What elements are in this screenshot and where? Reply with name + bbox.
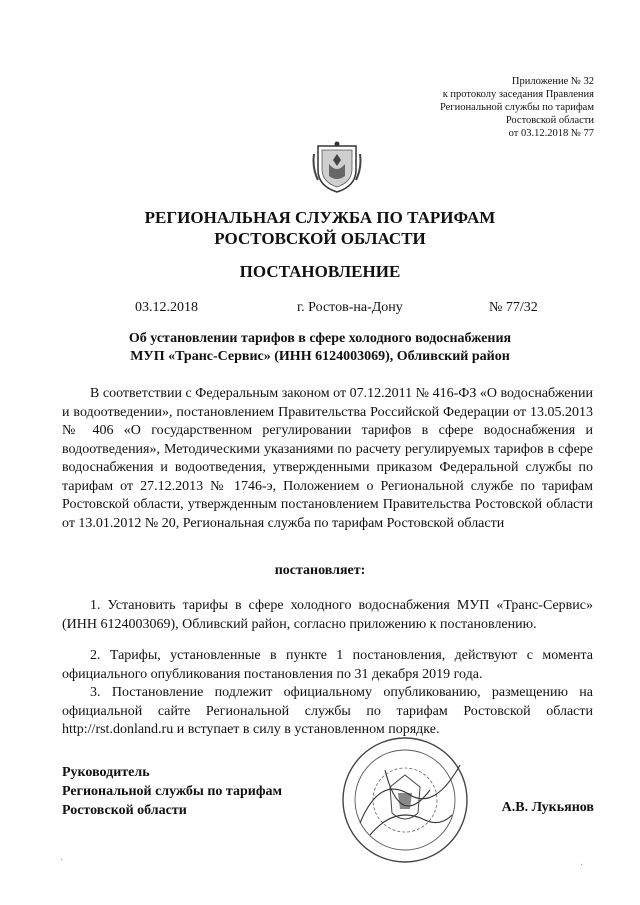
official-seal-icon: [340, 735, 470, 865]
annex-line: Приложение № 32: [511, 76, 594, 87]
organization-line: РЕГИОНАЛЬНАЯ СЛУЖБА ПО ТАРИФАМ: [144, 208, 496, 227]
document-subject: [0, 330, 640, 366]
annex-line: к протоколу заседания Правления: [442, 89, 594, 100]
subject-line: Об установлении тарифов в сфере холодного водоснабжения: [128, 331, 512, 346]
organization-line: РОСТОВСКОЙ ОБЛАСТИ: [214, 229, 426, 248]
item-paragraph-1: 1. Установить тарифы в сфере холодного водоснабжения МУП «Транс-Сервис» (ИНН 6124003069), Обливский район, согласно приложению к постановлению.: [62, 598, 593, 632]
signatory-title: [62, 763, 282, 820]
corner-mark: ·: [60, 855, 64, 866]
document-date: 03.12.2018: [135, 300, 198, 315]
subject-line: МУП «Транс-Сервис» (ИНН 6124003069), Обливский район: [130, 349, 510, 364]
item-paragraph-3: 3. Постановление подлежит официальному опубликованию, размещению на официальной сайте Региональной службы по тарифам Ростовской области http://rst.donland.ru и вступает в силу в установленном порядке.: [62, 685, 593, 737]
annex-line: Региональной службы по тарифам: [439, 102, 594, 113]
preamble-paragraph: В соответствии с Федеральным законом от 07.12.2011 № 416-ФЗ «О водоснабжении и водоотведении», постановлением Правительства Российской Федерации от 13.05.2013 № 406 «О государственном регулировании тарифов в сфере водоснабжения и водоотведения», Методическими указаниями по расчету регулируемых тарифов в сфере водоснабжения и водоотведения, утвержденными приказом Федеральной службы по тарифам от 27.12.2013 № 1746-э, Положением о Региональной службе по тарифам Ростовской области, утвержденным постановлением Правительства Ростовской области от 13.01.2012 № 20, Региональная служба по тарифам Ростовской области: [62, 386, 593, 531]
signatory-name: А.В. Лукьянов: [501, 800, 594, 815]
organization-name: [0, 207, 640, 249]
signatory-line: Региональной службы по тарифам: [62, 784, 283, 799]
annex-line: от 03.12.2018 № 77: [508, 128, 594, 139]
decides-heading: постановляет:: [274, 563, 366, 578]
item-paragraph-2: 2. Тарифы, установленные в пункте 1 постановления, действуют с момента официального опубликования постановления по 31 декабря 2019 года.: [62, 648, 593, 682]
signatory-line: Ростовской области: [62, 803, 187, 818]
annex-line: Ростовской области: [505, 115, 594, 126]
corner-mark: ·: [580, 860, 584, 871]
signatory-line: Руководитель: [62, 765, 150, 780]
annex-block: [440, 75, 594, 140]
document-place: г. Ростов-на-Дону: [297, 300, 403, 315]
coat-of-arms-icon: [312, 140, 362, 194]
document-number: № 77/32: [489, 300, 538, 315]
document-title: ПОСТАНОВЛЕНИЕ: [239, 262, 401, 281]
